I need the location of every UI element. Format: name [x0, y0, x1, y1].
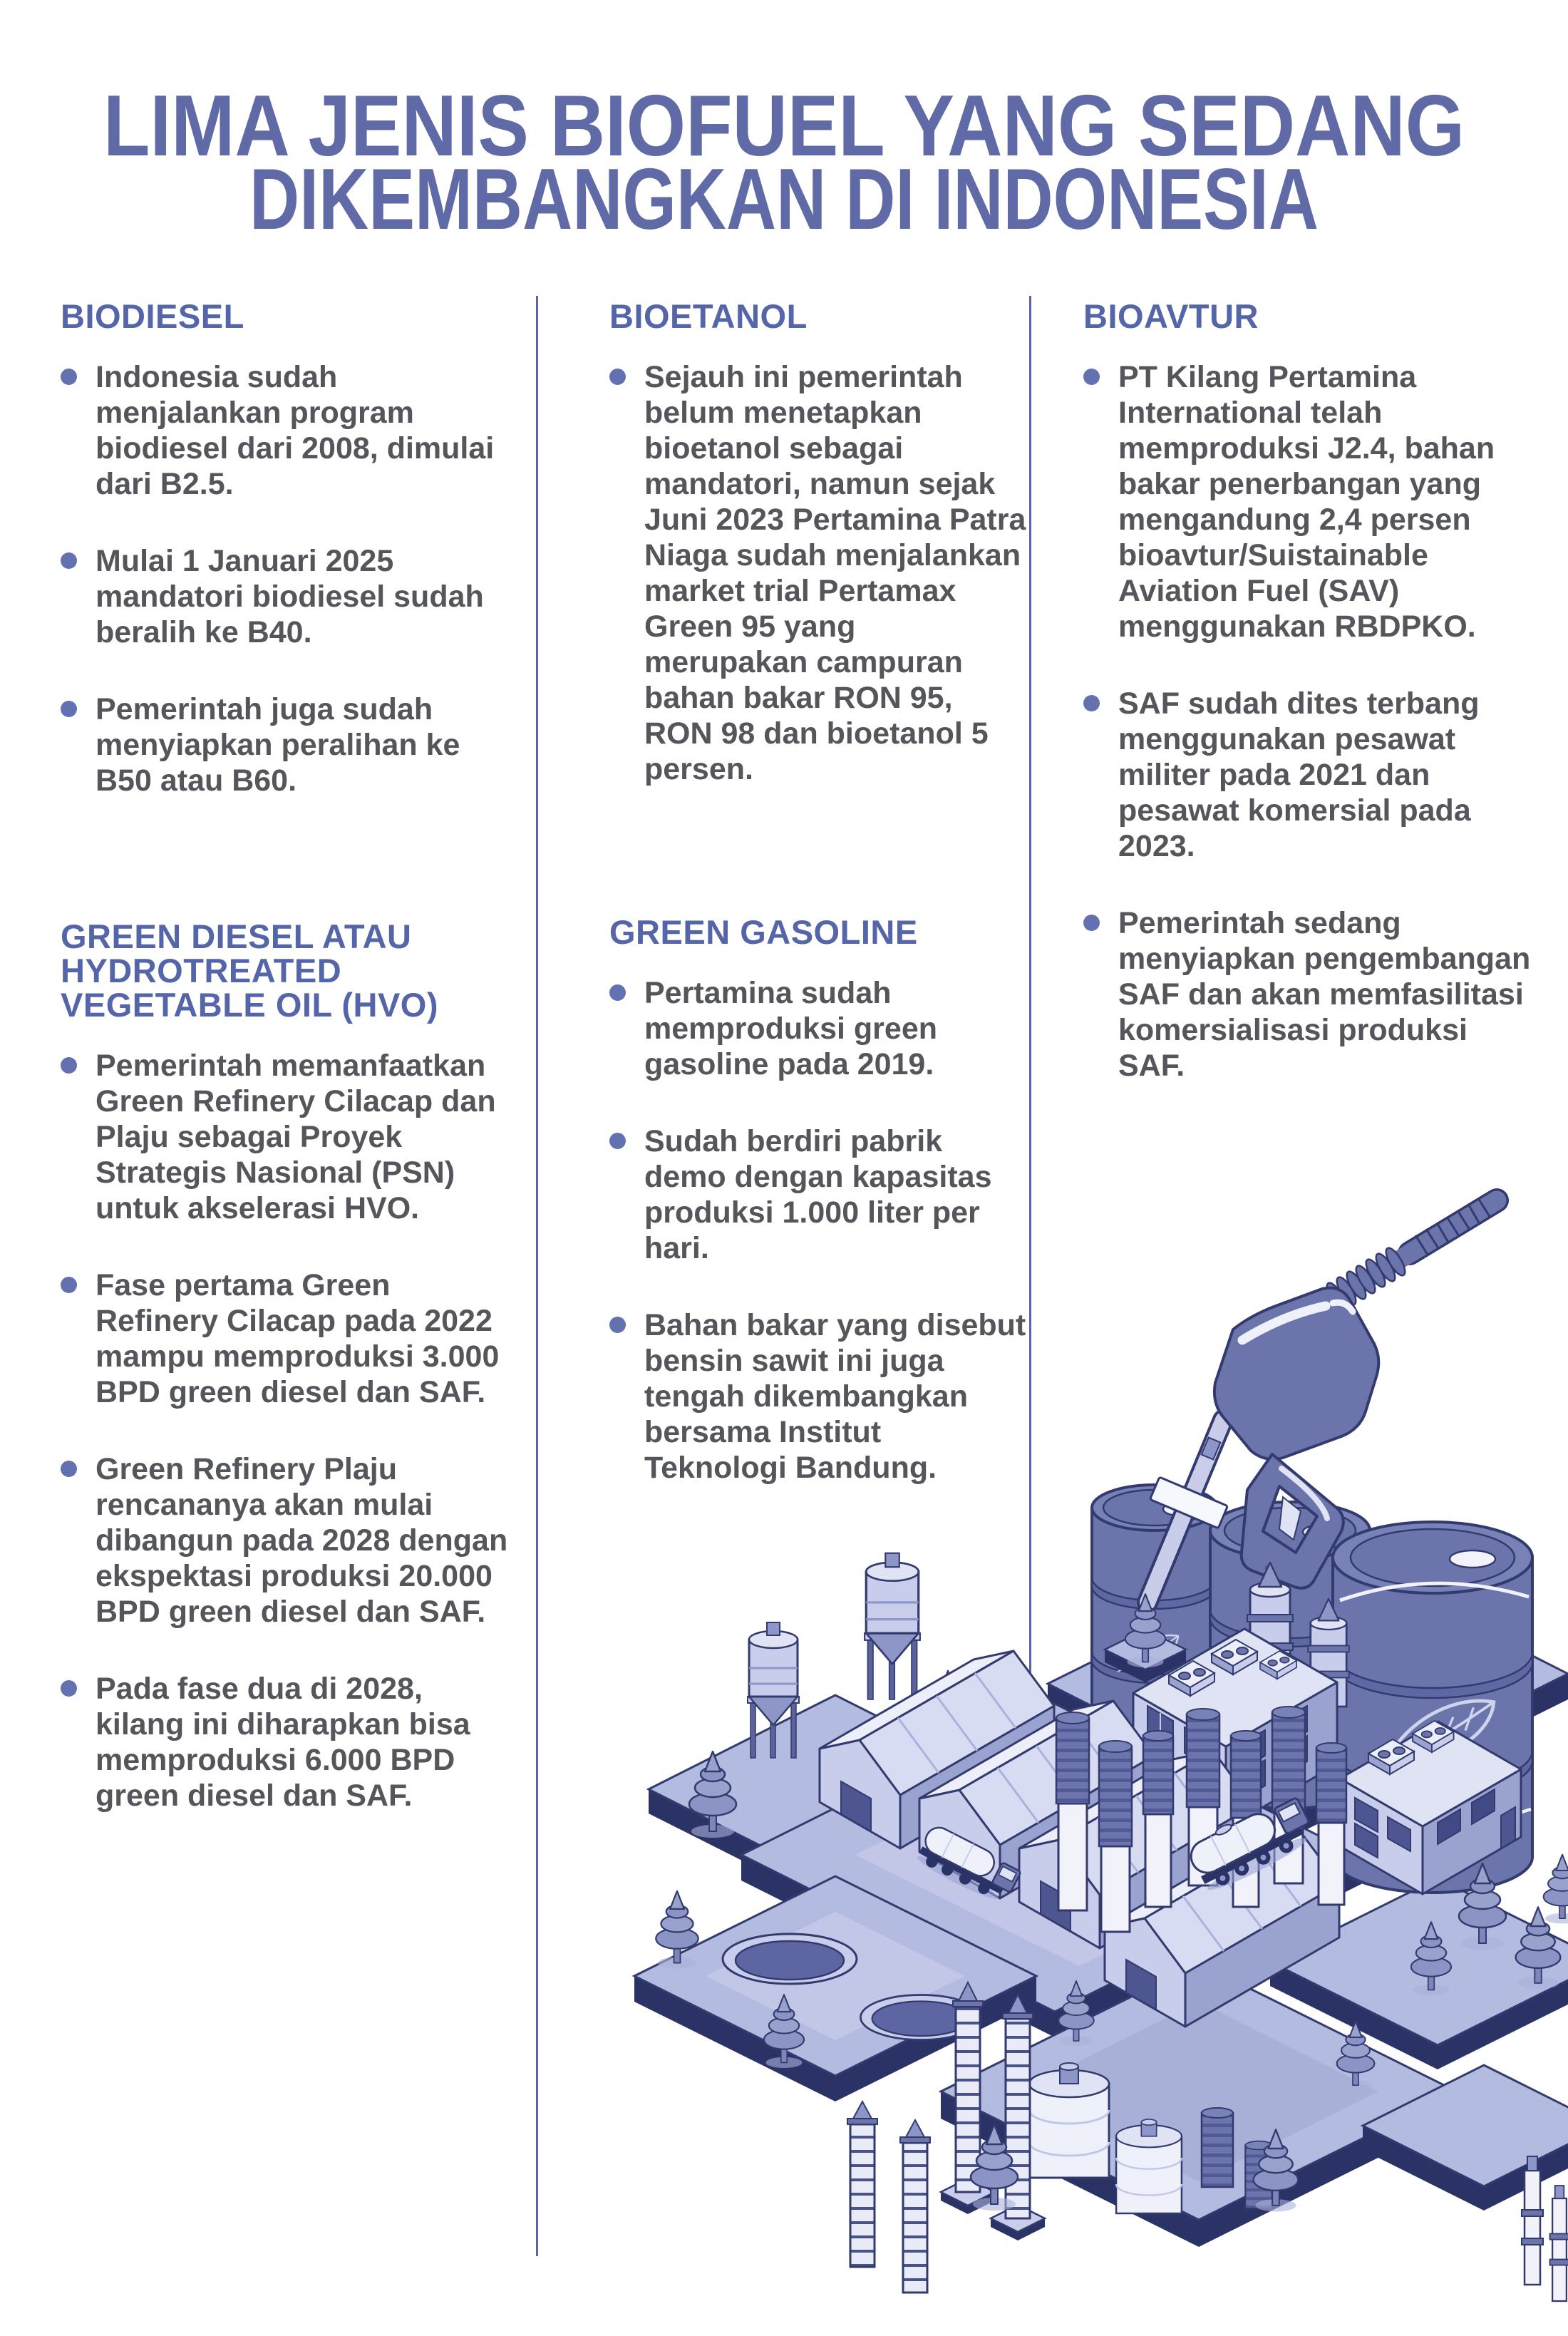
bullet-text: Pada fase dua di 2028, kilang ini diharapkan bisa memproduksi 6.000 BPD green diesel dan SAF. — [96, 1672, 470, 1813]
bullet-text: Pemerintah sedang menyiapkan pengembangan SAF dan akan memfasilitasi komersialisasi produksi SAF. — [1118, 906, 1531, 1083]
section-heading — [609, 299, 1026, 334]
section-green-diesel-hvo — [61, 917, 517, 1813]
heading-line: GREEN GASOLINE — [609, 913, 918, 951]
bullet-item — [609, 359, 1026, 787]
bullet-text: Bahan bakar yang disebut bensin sawit ini juga tengah dikembangkan bersama Institut Teknologi Bandung. — [644, 1308, 1026, 1485]
section-heading — [61, 917, 517, 1024]
heading-line: VEGETABLE OIL (HVO) — [61, 986, 439, 1024]
bullet-dot-icon — [61, 1277, 77, 1293]
bullet-dot-icon — [1083, 369, 1100, 385]
heading-line: BIODIESEL — [61, 297, 244, 335]
page-title-line-1: LIMA JENIS BIOFUEL YANG SEDANG — [103, 77, 1465, 174]
bullet-item — [61, 359, 517, 502]
bullet-text: Green Refinery Plaju rencananya akan mulai dibangun pada 2028 dengan ekspektasi produksi 20.000 BPD green diesel dan SAF. — [96, 1452, 508, 1629]
bullet-item — [1083, 905, 1539, 1084]
bullet-list — [61, 1048, 517, 1813]
bullet-item — [61, 1451, 517, 1630]
bullet-text: Pertamina sudah memproduksi green gasoline pada 2019. — [644, 976, 937, 1081]
bullet-dot-icon — [609, 1133, 626, 1149]
heading-line: BIOETANOL — [609, 297, 808, 335]
bullet-dot-icon — [61, 1057, 77, 1074]
bullet-dot-icon — [609, 369, 626, 385]
bullet-dot-icon — [61, 1680, 77, 1697]
bullet-item — [61, 1671, 517, 1813]
heading-line: HYDROTREATED — [61, 952, 342, 989]
section-bioetanol — [609, 299, 1026, 787]
bullet-text: Fase pertama Green Refinery Cilacap pada 2022 mampu memproduksi 3.000 BPD green diesel dan SAF. — [96, 1268, 500, 1409]
bullet-dot-icon — [61, 1461, 77, 1477]
page-title — [0, 68, 1568, 254]
bullet-text: Sudah berdiri pabrik demo dengan kapasitas produksi 1.000 liter per hari. — [644, 1124, 992, 1265]
bullet-dot-icon — [61, 369, 77, 385]
heading-line: BIOAVTUR — [1083, 297, 1259, 335]
bullet-text: PT Kilang Pertamina International telah memproduksi J2.4, bahan bakar penerbangan yang mengandung 2,4 persen bioavtur/Suistainable Aviation Fuel (SAV) menggunakan RBDPKO. — [1118, 360, 1495, 644]
bullet-dot-icon — [61, 552, 77, 569]
section-heading — [609, 915, 1026, 950]
bullet-item — [61, 1048, 517, 1226]
bullet-text: Mulai 1 Januari 2025 mandatori biodiesel sudah beralih ke B40. — [96, 544, 484, 649]
bullet-dot-icon — [1083, 695, 1100, 711]
section-heading — [1083, 299, 1539, 334]
bullet-list — [61, 359, 517, 798]
bullet-dot-icon — [609, 984, 626, 1001]
bullet-text: Pemerintah juga sudah menyiapkan peralihan ke B50 atau B60. — [96, 692, 460, 798]
section-biodiesel — [61, 299, 517, 798]
bullet-item — [609, 975, 1026, 1082]
bullet-list — [609, 359, 1026, 787]
column-biodiesel — [61, 299, 517, 1813]
bullet-text: Sejauh ini pemerintah belum menetapkan bioetanol sebagai mandatori, namun sejak Juni 2023 Pertamina Patra Niaga sudah menjalankan market trial Pertamax Green 95 yang merupakan campuran bahan bakar RON 95, RON 98 dan bioetanol 5 persen. — [644, 360, 1026, 786]
bullet-text: SAF sudah dites terbang menggunakan pesawat militer pada 2021 dan pesawat komersial pada 2023. — [1118, 686, 1480, 863]
heading-line: GREEN DIESEL ATAU — [61, 917, 412, 955]
bullet-item — [61, 1267, 517, 1410]
bullet-item — [1083, 359, 1539, 644]
column-bioavtur — [1083, 299, 1539, 1084]
column-divider — [536, 296, 538, 2256]
section-bioavtur — [1083, 299, 1539, 1084]
bullet-text: Pemerintah memanfaatkan Green Refinery Cilacap dan Plaju sebagai Proyek Strategis Nasional (PSN) untuk akselerasi HVO. — [96, 1049, 496, 1225]
bullet-dot-icon — [61, 701, 77, 717]
tree-icon — [1544, 1855, 1568, 1924]
refinery-illustration — [606, 1183, 1568, 2336]
bullet-list — [1083, 359, 1539, 1084]
section-heading — [61, 299, 517, 334]
page-title-line-2: DIKEMBANGKAN DI INDONESIA — [249, 150, 1319, 247]
bullet-text: Indonesia sudah menjalankan program biodiesel dari 2008, dimulai dari B2.5. — [96, 360, 495, 501]
bullet-item — [61, 691, 517, 798]
bullet-item — [1083, 686, 1539, 864]
bullet-dot-icon — [1083, 915, 1100, 931]
bullet-item — [61, 543, 517, 650]
